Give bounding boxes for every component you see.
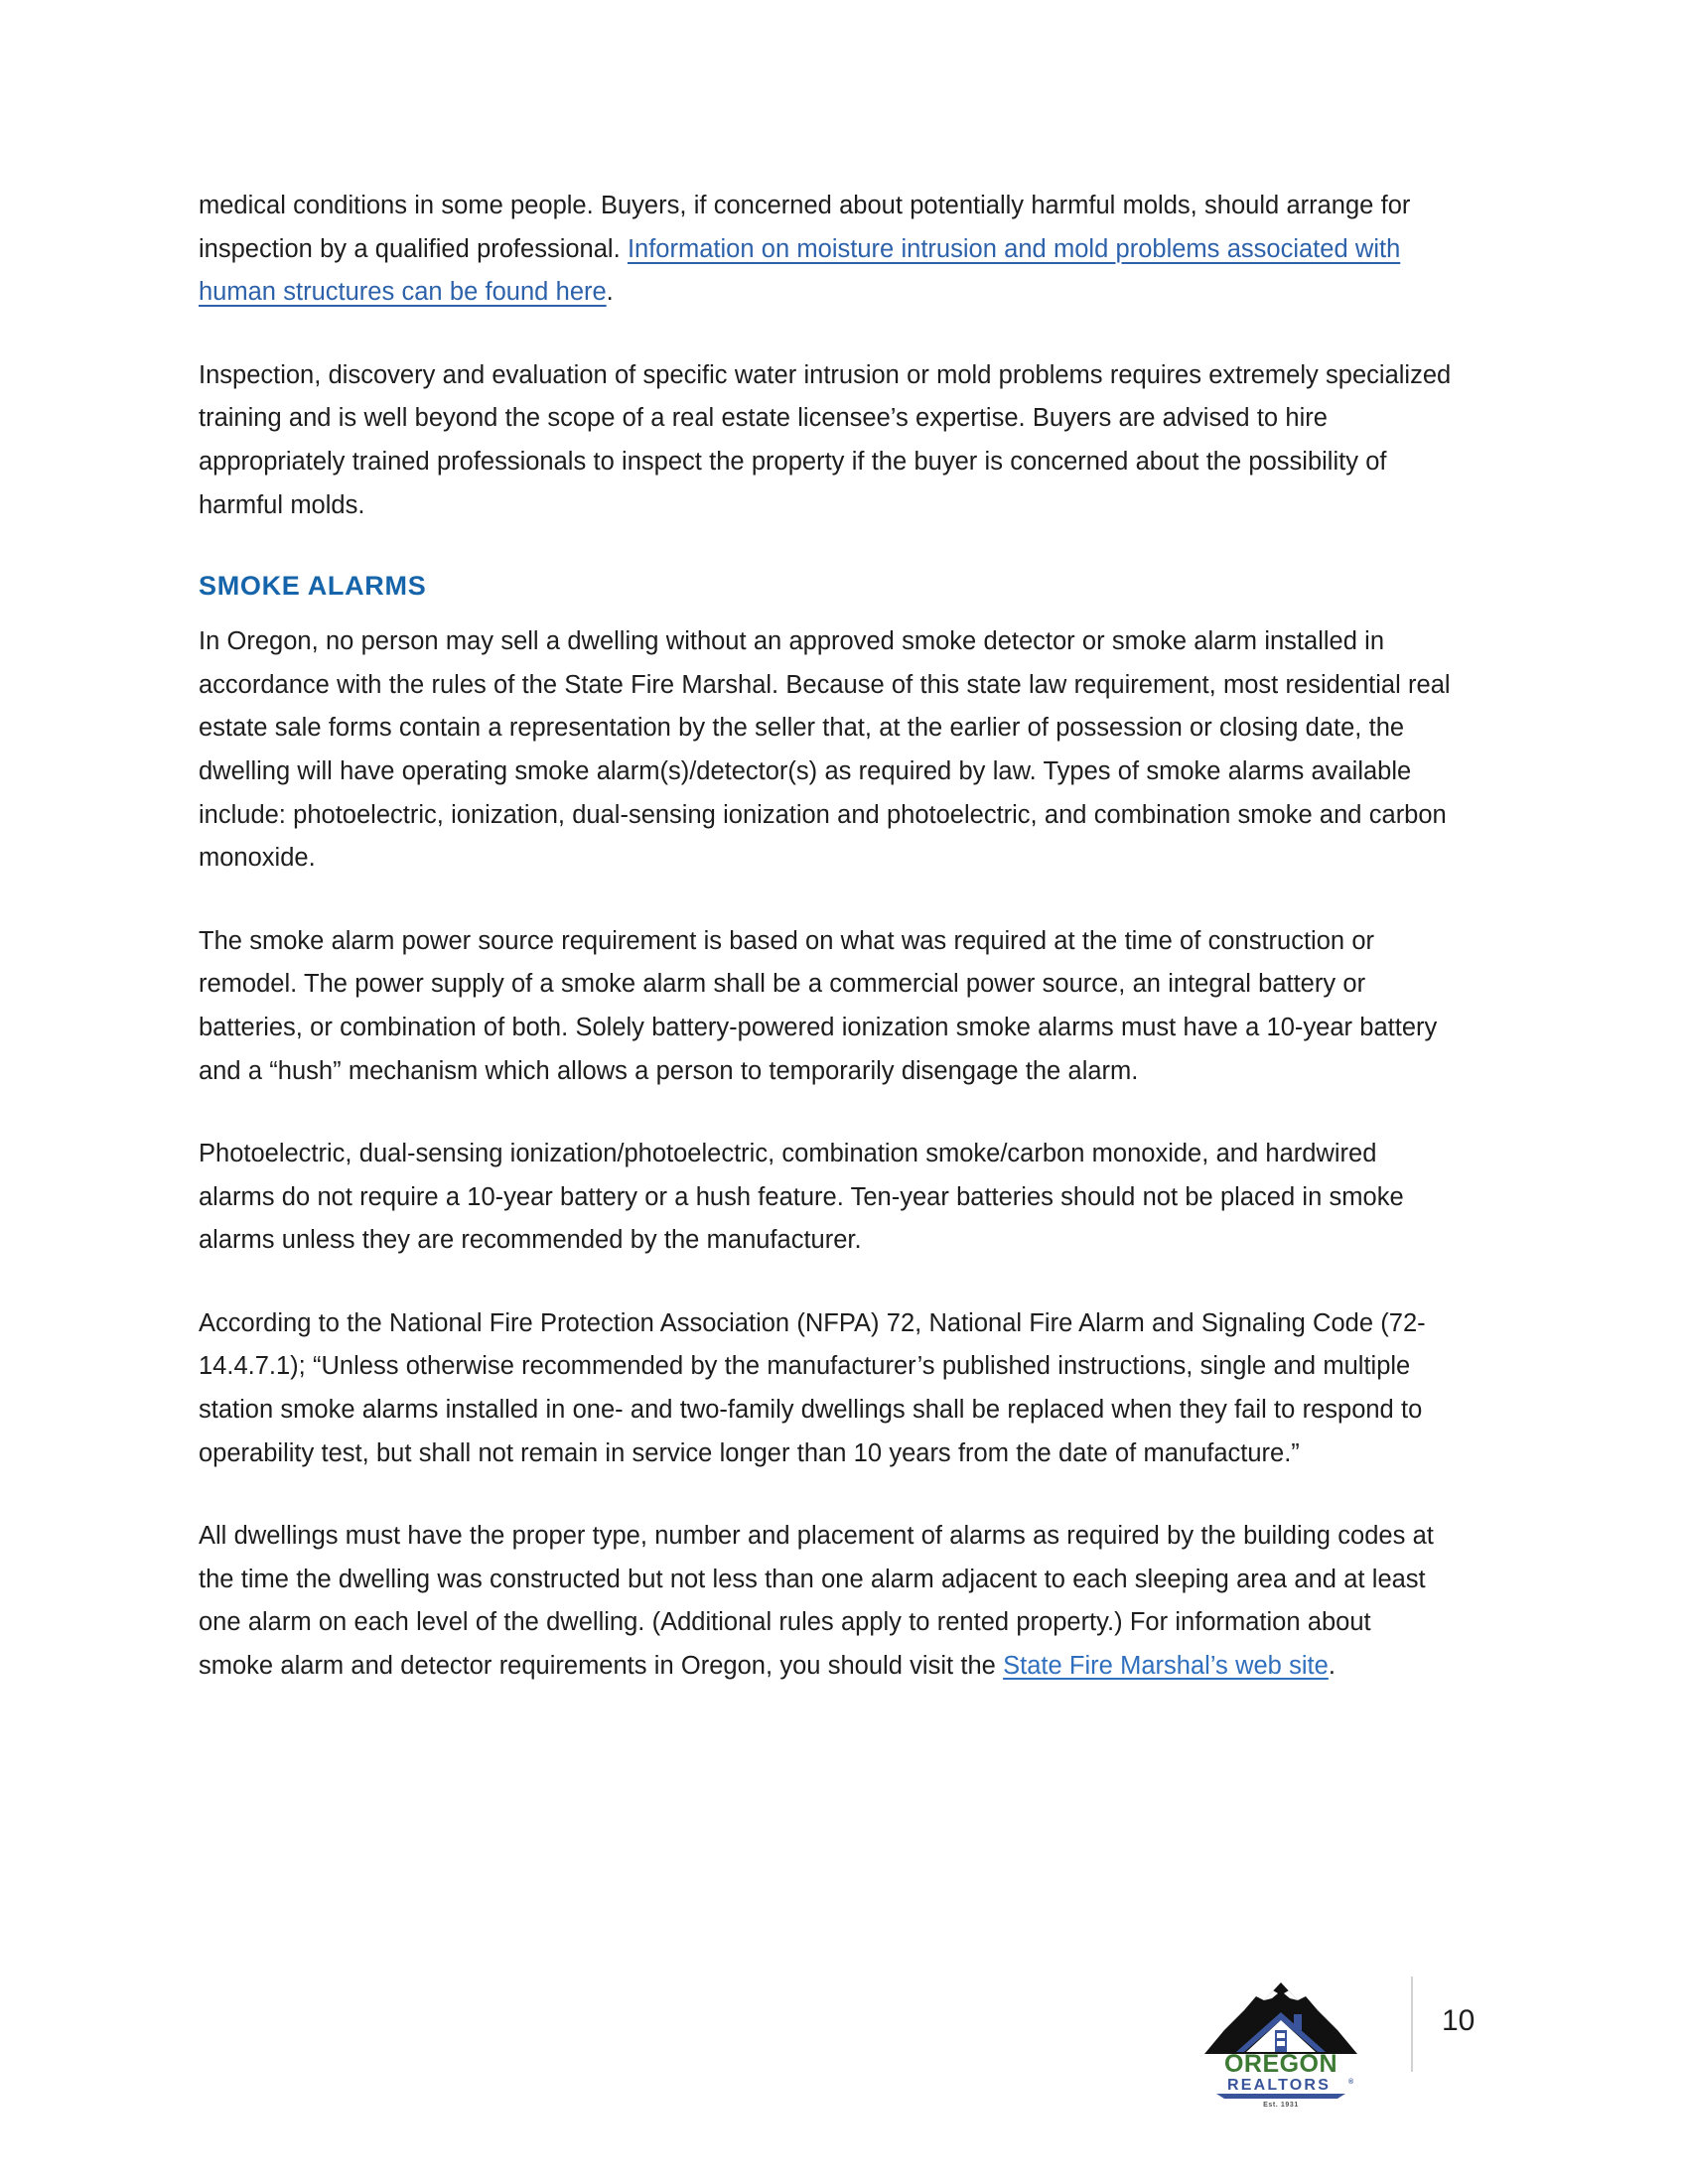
smoke-alarms-section [199, 569, 1452, 1688]
paragraph-photoelectric-batteries: Photoelectric, dual-sensing ionization/photoelectric, combination smoke/carbon monoxide, and hardwired alarms do not require a 10-year battery or a hush feature. Ten-year batteries should not be placed in smoke alarms unless they are recommended by the manufacturer. [199, 1140, 1404, 1255]
paragraph-text-lead: All dwellings must have the proper type, number and placement of alarms as required by the building codes at the time the dwelling was constructed but not less than one alarm adjacent to each sleeping area and at least one alarm on each level of the dwelling. (Additional rules apply to rented property.) For information about smoke alarm and detector requirements in Oregon, you should visit the [199, 1522, 1434, 1681]
section-heading-smoke-alarms: SMOKE ALARMS [199, 571, 427, 602]
paragraph-specialized-training: Inspection, discovery and evaluation of specific water intrusion or mold problems requires extremely specialized training and is well beyond the scope of a real estate licensee’s expertise. Buyers are advised to hire appropriately trained professionals to inspect the property if the buyer is concerned about the possibility of harmful molds. [199, 360, 1452, 519]
svg-text:®: ® [1348, 2079, 1354, 2086]
oregon-realtors-logo [1187, 1969, 1375, 2108]
page-footer [0, 1941, 1688, 2119]
oregon-realtors-logo-icon [1187, 1969, 1375, 2108]
paragraph-text-tail: . [606, 278, 614, 307]
svg-text:REALTORS: REALTORS [1226, 2077, 1332, 2094]
footer-divider [1411, 1977, 1413, 2072]
paragraph-text-tail: . [1328, 1652, 1336, 1681]
paragraph-placement-requirements [199, 1515, 1452, 1688]
paragraph-power-source-requirement: The smoke alarm power source requirement is based on what was required at the time of construction or remodel. The power supply of a smoke alarm shall be a commercial power source, an integral battery or batteries, or combination of both. Solely battery-powered ionization smoke alarms must have a 10-year battery and a “hush” mechanism which allows a person to temporarily disengage the alarm. [199, 926, 1438, 1085]
page-content [199, 185, 1452, 1689]
svg-text:Est. 1931: Est. 1931 [1263, 2102, 1299, 2108]
paragraph-nfpa-code: According to the National Fire Protection Association (NFPA) 72, National Fire Alarm and Signaling Code (72-14.4.7.1); “Unless otherwise recommended by the manufacturer’s published instructions, single and multiple station smoke alarms installed in one- and two-family dwellings shall be replaced when they fail to respond to operability test, but shall not remain in service longer than 10 years from the date of manufacture.” [199, 1308, 1426, 1467]
link-state-fire-marshal-website[interactable]: State Fire Marshal’s web site [1003, 1652, 1329, 1681]
paragraph-oregon-smoke-detector-law: In Oregon, no person may sell a dwelling without an approved smoke detector or smoke alarm installed in accordance with the rules of the State Fire Marshal. Because of this state law requirement, most residential real estate sale forms contain a representation by the seller that, at the earlier of possession or closing date, the dwelling will have operating smoke alarm(s)/detector(s) as required by law. Types of smoke alarms available include: photoelectric, ionization, dual-sensing ionization and photoelectric, and combination smoke and carbon monoxide. [199, 627, 1451, 873]
paragraph-mold-inspection [199, 185, 1452, 315]
link-moisture-intrusion-info[interactable]: Information on moisture intrusion and mold problems associated with human structures can be found here [199, 234, 1401, 307]
paragraph-text-lead: medical conditions in some people. Buyers, if concerned about potentially harmful molds, should arrange for inspection by a qualified professional. [199, 192, 1411, 263]
svg-text:OREGON: OREGON [1223, 2050, 1338, 2078]
page-number: 10 [1442, 2004, 1476, 2037]
